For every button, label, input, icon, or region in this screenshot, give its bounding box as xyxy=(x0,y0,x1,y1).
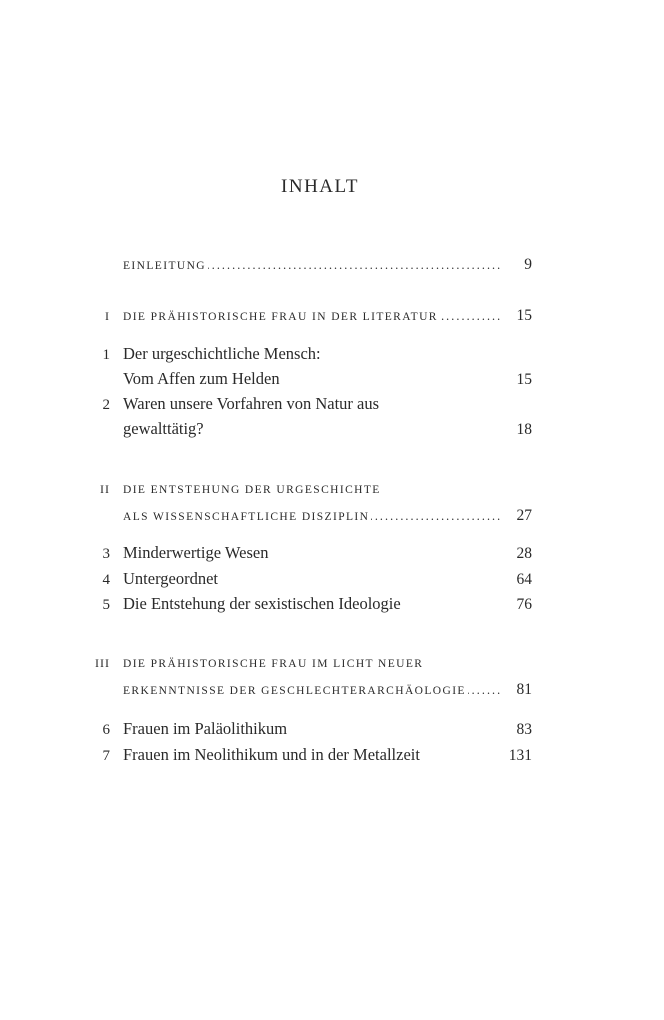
toc-chapter-2[interactable] xyxy=(80,394,532,416)
entry-title: Die Entstehung der sexistischen Ideologie xyxy=(123,594,401,613)
chapter-number: 6 xyxy=(102,722,110,738)
page-number: 15 xyxy=(516,307,532,324)
toc-part-3-cont[interactable] xyxy=(80,681,532,703)
toc-part-1[interactable] xyxy=(80,307,532,329)
page-number: 18 xyxy=(516,421,532,438)
page-number: 83 xyxy=(516,721,532,738)
part-numeral: III xyxy=(95,656,110,670)
entry-title: gewalttätig? xyxy=(123,419,204,438)
entry-title: DIE PRÄHISTORISCHE FRAU IN DER LITERATUR xyxy=(123,311,438,323)
page-number: 131 xyxy=(508,747,532,764)
dot-leader xyxy=(371,510,502,523)
dot-leader xyxy=(468,684,502,697)
toc-chapter-2-cont[interactable] xyxy=(80,419,532,441)
page-title: INHALT xyxy=(281,176,359,197)
page-number: 9 xyxy=(524,256,532,273)
toc-chapter-4[interactable] xyxy=(80,569,532,591)
chapter-number: 5 xyxy=(102,597,110,613)
toc-chapter-7[interactable] xyxy=(80,745,532,767)
entry-title: Vom Affen zum Helden xyxy=(123,369,280,388)
entry-title: Waren unsere Vorfahren von Natur aus xyxy=(123,394,380,413)
page-number: 28 xyxy=(516,545,532,562)
entry-title: ALS WISSENSCHAFTLICHE DISZIPLIN xyxy=(123,511,370,523)
entry-title: DIE ENTSTEHUNG DER URGESCHICHTE xyxy=(123,484,381,496)
entry-title: Untergeordnet xyxy=(123,569,218,588)
chapter-number: 7 xyxy=(102,748,110,764)
toc-chapter-1[interactable] xyxy=(80,344,532,366)
toc-part-2[interactable] xyxy=(80,482,532,504)
toc-part-3[interactable] xyxy=(80,656,532,678)
entry-title: EINLEITUNG xyxy=(123,260,206,272)
toc-chapter-5[interactable] xyxy=(80,594,532,616)
toc-part-2-cont[interactable] xyxy=(80,507,532,529)
entry-title: Frauen im Neolithikum und in der Metallzeit xyxy=(123,745,420,764)
toc-chapter-6[interactable] xyxy=(80,719,532,741)
page-number: 64 xyxy=(516,571,532,588)
toc-chapter-3[interactable] xyxy=(80,543,532,565)
toc-entry-einleitung[interactable] xyxy=(80,256,532,278)
chapter-number: 1 xyxy=(102,347,110,363)
page-number: 27 xyxy=(516,507,532,524)
dot-leader xyxy=(208,259,502,272)
toc-chapter-1-cont[interactable] xyxy=(80,369,532,391)
part-numeral: I xyxy=(105,309,110,323)
entry-title: Minderwertige Wesen xyxy=(123,543,269,562)
chapter-number: 2 xyxy=(102,397,110,413)
entry-title: ERKENNTNISSE DER GESCHLECHTERARCHÄOLOGIE xyxy=(123,685,466,697)
page-number: 15 xyxy=(516,371,532,388)
page-number: 76 xyxy=(516,596,532,613)
part-numeral: II xyxy=(100,482,110,496)
chapter-number: 4 xyxy=(102,572,110,588)
entry-title: DIE PRÄHISTORISCHE FRAU IM LICHT NEUER xyxy=(123,658,424,670)
page-number: 81 xyxy=(516,681,532,698)
entry-title: Frauen im Paläolithikum xyxy=(123,719,288,738)
dot-leader xyxy=(440,310,502,323)
chapter-number: 3 xyxy=(102,546,110,562)
entry-title: Der urgeschichtliche Mensch: xyxy=(123,344,321,363)
